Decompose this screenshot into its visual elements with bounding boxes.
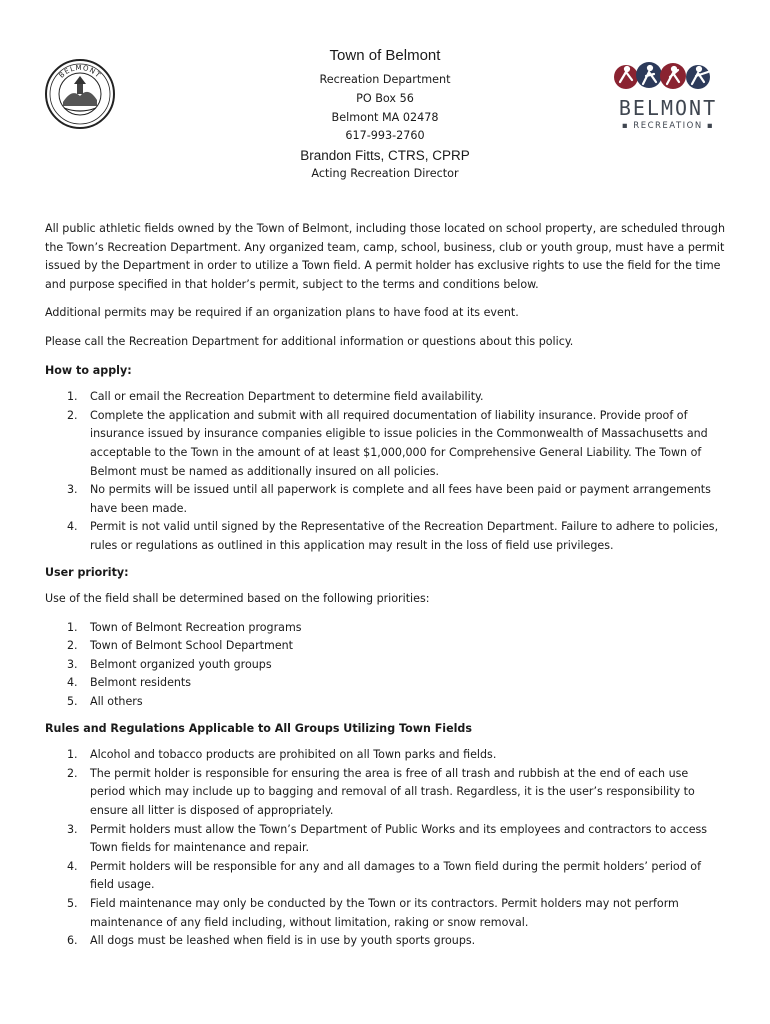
director-title: Acting Recreation Director — [311, 167, 459, 180]
po-box: PO Box 56 — [356, 92, 414, 105]
list-item: 6. All dogs must be leashed when field is in use by youth sports groups. — [67, 934, 476, 948]
phone-number: 617-993-2760 — [345, 129, 425, 142]
list-item: 1. Alcohol and tobacco products are prohibited on all Town parks and fields. — [67, 748, 497, 762]
list-item: 1. Town of Belmont Recreation programs — [67, 620, 302, 634]
contact-paragraph: Please call the Recreation Department for additional information or questions about this policy. — [45, 334, 574, 348]
list-item: 2. The permit holder is responsible for ensuring the area is free of all trash and rubbish at the end of each use period which may include up to bagging and removal of all trash. Regardless, it is the user’s responsibility to ensure all litter is disposed of appropriately. — [67, 766, 695, 818]
list-item: 4. Permit is not valid until signed by the Representative of the Recreation Department. Failure to adhere to policies, rules or regulations as outlined in this application may result in the loss of field use privileges. — [67, 520, 719, 552]
list-item: 3. Permit holders must allow the Town’s Department of Public Works and its employees and contractors to access Town fields for maintenance and repair. — [67, 822, 708, 855]
user-priority-heading: User priority: — [45, 565, 129, 579]
user-priority-intro: Use of the field shall be determined based on the following priorities: — [45, 592, 430, 606]
list-item: 3. No permits will be issued until all paperwork is complete and all fees have been paid or payment arrangements have been made. — [67, 483, 711, 515]
logo-subtitle: ▪ RECREATION ▪ — [621, 121, 715, 131]
rules-heading: Rules and Regulations Applicable to All Groups Utilizing Town Fields — [45, 721, 472, 735]
list-item: 2. Town of Belmont School Department — [67, 639, 294, 653]
logo-wordmark: BELMONT — [618, 96, 718, 120]
list-item: 3. Belmont organized youth groups — [67, 657, 272, 671]
list-item: 2. Complete the application and submit with all required documentation of liability insurance. Provide proof of insurance issued by insurance companies eligible to issue policies in the Commonwealth of Massachusetts and acceptable to the Town in the amount of at least $1,000,000 for Comprehensive General Liability. The Town of Belmont must be named as additionally insured on all policies. — [67, 408, 708, 478]
director-name: Brandon Fitts, CTRS, CPRP — [300, 148, 470, 163]
list-item: 5. All others — [67, 695, 143, 709]
list-item: 4. Belmont residents — [67, 676, 192, 690]
user-priority-list — [45, 619, 725, 712]
town-name: Town of Belmont — [329, 47, 441, 64]
rules-list — [45, 746, 725, 951]
logo-subtitle-text: RECREATION — [633, 121, 703, 131]
seal-text: BELMONT — [57, 63, 103, 80]
list-item: 5. Field maintenance may only be conducted by the Town or its contractors. Permit holders may not perform maintenance of any field including, without limitation, raking or snow removal. — [67, 897, 679, 929]
city-state-zip: Belmont MA 02478 — [331, 111, 439, 124]
policy-body — [45, 220, 725, 959]
department-name: Recreation Department — [319, 73, 451, 86]
intro-paragraph: All public athletic fields owned by the Town of Belmont, including those located on school property, are scheduled through the Town’s Recreation Department. Any organized team, camp, school, business, club or youth group, must have a permit issued by the Department in order to utilize a Town field. A permit holder has exclusive rights to use the field for the time and purpose specified in that holder’s permit, subject to the terms and conditions below. — [45, 222, 725, 291]
list-item: 4. Permit holders will be responsible for any and all damages to a Town field during the permit holders’ period of field usage. — [67, 859, 701, 892]
how-to-apply-list — [45, 388, 725, 555]
food-permit-paragraph: Additional permits may be required if an organization plans to have food at its event. — [45, 306, 519, 320]
how-to-apply-heading: How to apply: — [45, 363, 132, 377]
list-item: 1. Call or email the Recreation Department to determine field availability. — [67, 390, 484, 404]
